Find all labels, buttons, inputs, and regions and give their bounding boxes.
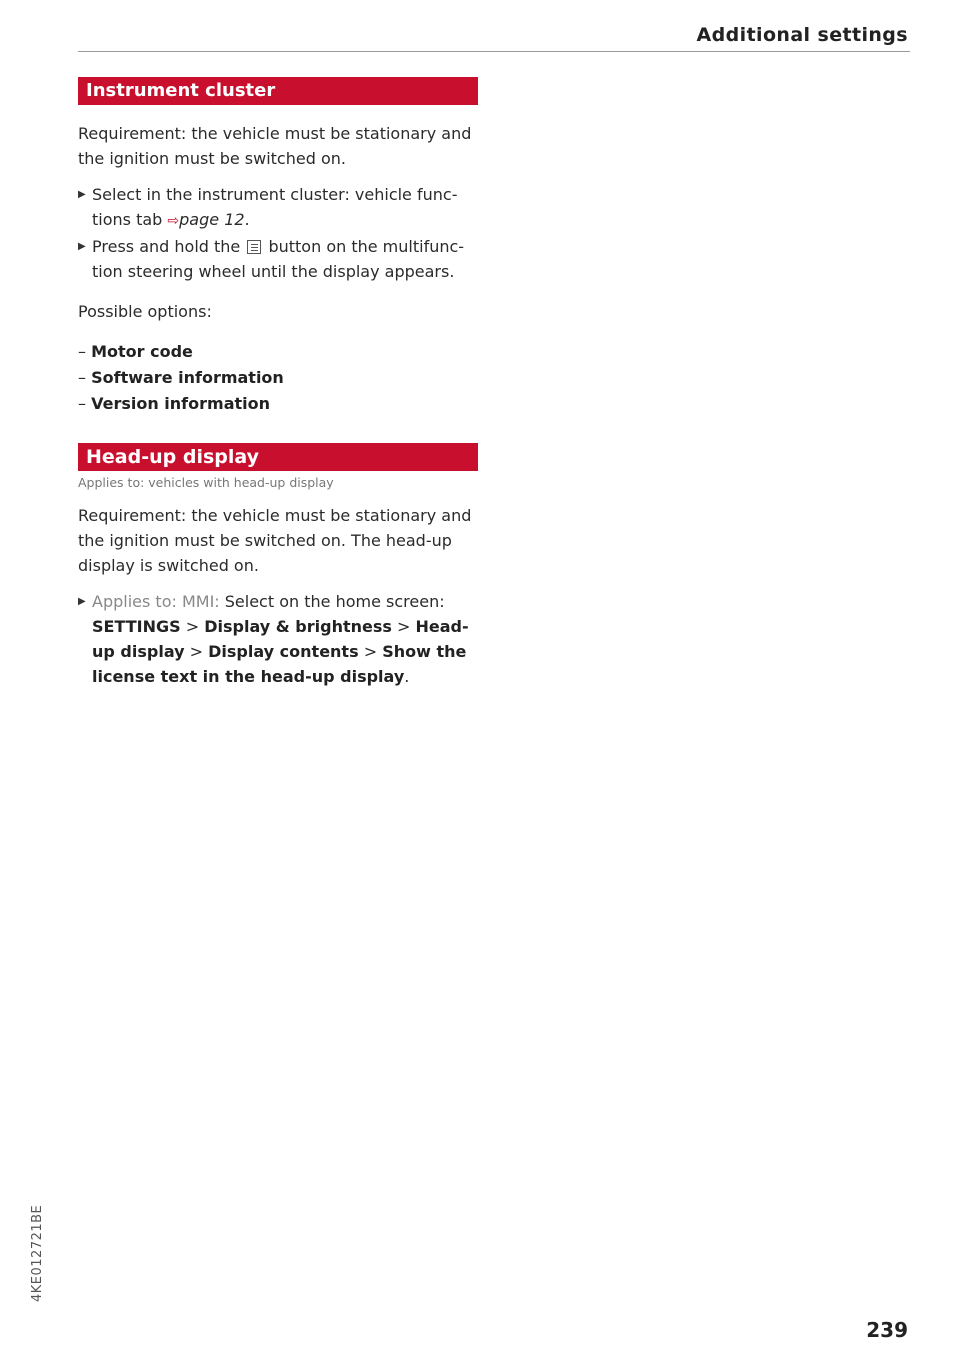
step-text: Press and hold the	[92, 237, 241, 256]
bullet-triangle-icon: ▶	[78, 596, 86, 607]
step-end: .	[404, 667, 410, 686]
list-item: – Software information	[78, 368, 284, 387]
path-separator: >	[189, 642, 204, 661]
header-divider	[78, 51, 910, 52]
page-reference-arrow-icon: ⇨	[167, 213, 180, 229]
path-separator: >	[397, 617, 411, 636]
section-instrument-cluster	[78, 77, 478, 417]
options-list	[78, 339, 478, 417]
instruction-step	[78, 182, 478, 234]
page-number: 239	[866, 1318, 908, 1342]
step-end: .	[244, 210, 250, 229]
step-text: Select in the instrument cluster: vehicle func-tions tab	[92, 185, 458, 229]
instruction-step	[78, 234, 478, 284]
section-heading: Instrument cluster	[78, 77, 478, 105]
option-label: Software information	[91, 368, 284, 387]
menu-path-item: Head-up display	[92, 617, 469, 661]
applies-to-note: Applies to: vehicles with head-up display	[78, 475, 334, 490]
requirement-text: Requirement: the vehicle must be stationary and the ignition must be switched on.	[78, 124, 472, 168]
option-label: Motor code	[91, 342, 193, 361]
menu-list-icon	[247, 240, 261, 254]
option-label: Version information	[91, 394, 271, 413]
instruction-step	[78, 589, 478, 689]
section-head-up-display	[78, 443, 478, 689]
requirement-text: Requirement: the vehicle must be stationary and the ignition must be switched on. The head-up display is switched on.	[78, 506, 472, 575]
bullet-triangle-icon: ▶	[78, 189, 86, 200]
step-text: button on the multifunc-tion steering wheel until the display appears.	[92, 237, 465, 281]
options-intro: Possible options:	[78, 302, 212, 321]
applies-to-prefix: Applies to: MMI:	[92, 592, 220, 611]
path-separator: >	[185, 617, 200, 636]
path-separator: >	[363, 642, 378, 661]
menu-path-item: SETTINGS	[92, 617, 181, 636]
list-item: – Version information	[78, 394, 271, 413]
menu-path-item: Show the license text in the head-up display	[92, 642, 467, 686]
menu-path-item: Display & brightness	[204, 617, 392, 636]
menu-path-item: Display contents	[208, 642, 359, 661]
document-code: 4KE012721BE	[30, 1204, 45, 1302]
section-heading: Head-up display	[78, 443, 478, 471]
bullet-triangle-icon: ▶	[78, 241, 86, 252]
list-item: – Motor code	[78, 342, 193, 361]
step-text: Select on the home screen:	[224, 592, 445, 611]
running-header: Additional settings	[696, 24, 908, 46]
page-reference-link[interactable]: page 12	[179, 210, 245, 229]
